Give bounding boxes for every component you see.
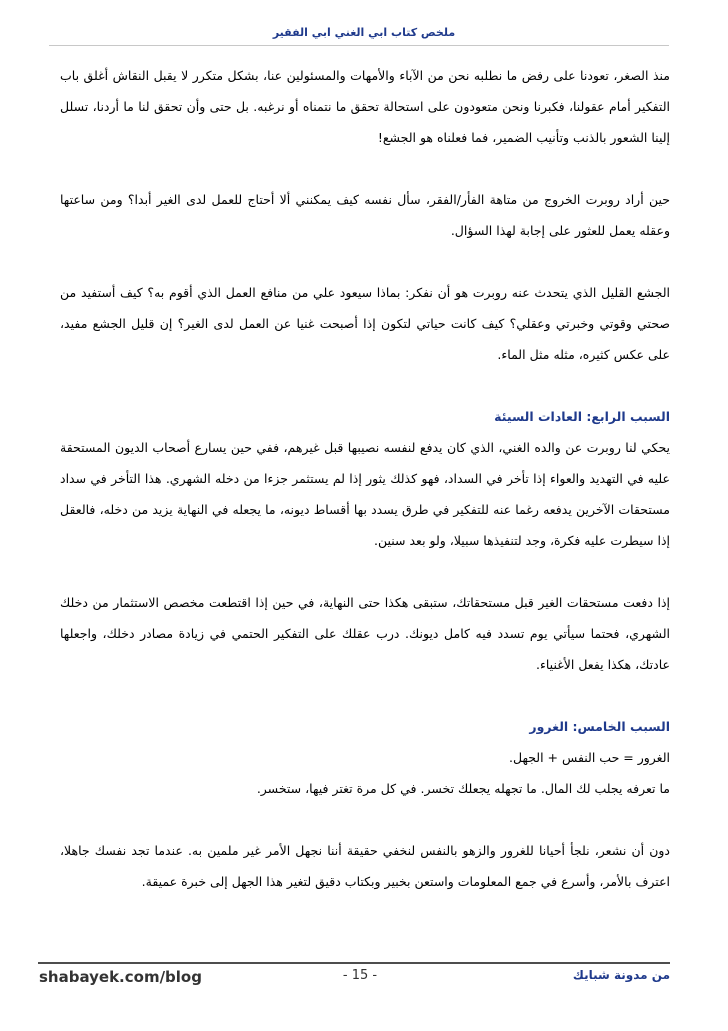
footer-blog-url: shabayek.com/blog bbox=[39, 968, 202, 986]
paragraph-2: حين أراد روبرت الخروج من متاهة الفأر/الفقر، سأل نفسه كيف يمكنني ألا أحتاج للعمل لدى الغير أبدا؟ ومن ساعتها وعقله يعمل للعثور على إجابة لهذا السؤال. bbox=[60, 192, 670, 238]
section-heading-reason-5: السبب الخامس: الغرور bbox=[529, 719, 670, 734]
paragraph-3: الجشع القليل الذي يتحدث عنه روبرت هو أن نفكر: بماذا سيعود علي من منافع العمل الذي أقوم به؟ كيف أستفيد من صحتي وقوتي وخبرتي وعقلي؟ كيف كانت حياتي لتكون إذا أصبحت غنيا عن العمل لدى الغير؟ إن قليل الجشع مفيد، على عكس كثيره، مثله مثل الماء. bbox=[60, 285, 670, 362]
header-divider bbox=[49, 45, 669, 46]
paragraph-5: إذا دفعت مستحقات الغير قبل مستحقاتك، ستبقى هكذا حتى النهاية، في حين إذا اقتطعت مخصص الاستثمار من دخلك الشهري، فحتما سيأتي يوم تسدد فيه كامل ديونك. درب عقلك على التفكير الحتمي في زيادة مصادر دخلك، واجعلها عادتك، هكذا يفعل الأغنياء. bbox=[60, 595, 670, 672]
ego-summary-line: ما تعرفه يجلب لك المال. ما تجهله يجعلك تخسر. في كل مرة تغتر فيها، ستخسر. bbox=[256, 781, 670, 796]
paragraph-4: يحكي لنا روبرت عن والده الغني، الذي كان يدفع لنفسه نصيبها قبل غيرهم، ففي حين يسارع أصحاب الديون المستحقة عليه في التهديد والعواء إذا تأخر في السداد، فهو كذلك يثور إذا لم يستثمر جزءا من دخله الشهري. هذا التأخر في سداد مستحقات الآخرين يدفعه رغما عنه للتفكير في طرق يسدد بها أقساط ديونه، ما يجعله في النهاية يزيد من دخله، فالعقل إذا سيطرت عليه فكرة، وجد لتنفيذها سبيلا، ولو بعد سنين. bbox=[60, 440, 670, 548]
section-heading-reason-4: السبب الرابع: العادات السيئة bbox=[494, 409, 670, 424]
ego-formula-line: الغرور = حب النفس + الجهل. bbox=[509, 750, 670, 765]
document-body bbox=[60, 60, 670, 928]
paragraph-1: منذ الصغر، تعودنا على رفض ما نطلبه نحن من الآباء والأمهات والمسئولين عنا، بشكل متكرر لا يقبل النقاش أغلق باب التفكير أمام عقولنا، فكبرنا ونحن متعودون على استحالة تحقق ما نتمناه أو نرغبه. بل حتى وأن تحقق لنا ما أردنا، تسلل إلينا الشعور بالذنب وتأنيب الضمير، فما فعلناه هو الجشع! bbox=[60, 68, 670, 145]
footer-divider bbox=[38, 962, 670, 964]
footer-source-label: من مدونة شبايك bbox=[572, 968, 670, 982]
paragraph-6: دون أن نشعر، نلجأ أحيانا للغرور والزهو بالنفس لنخفي حقيقة أننا نجهل الأمر غير ملمين به. عندما تجد نفسك جاهلا، اعترف بالأمر، وأسرع في جمع المعلومات واستعن بخبير وبكتاب دقيق لتغير هذا الجهل إلى خبرة عميقة. bbox=[60, 843, 670, 889]
page-header-title: ملخص كتاب ابي الغني ابي الفقير bbox=[272, 26, 456, 39]
page-number: - 15 - bbox=[342, 968, 378, 983]
